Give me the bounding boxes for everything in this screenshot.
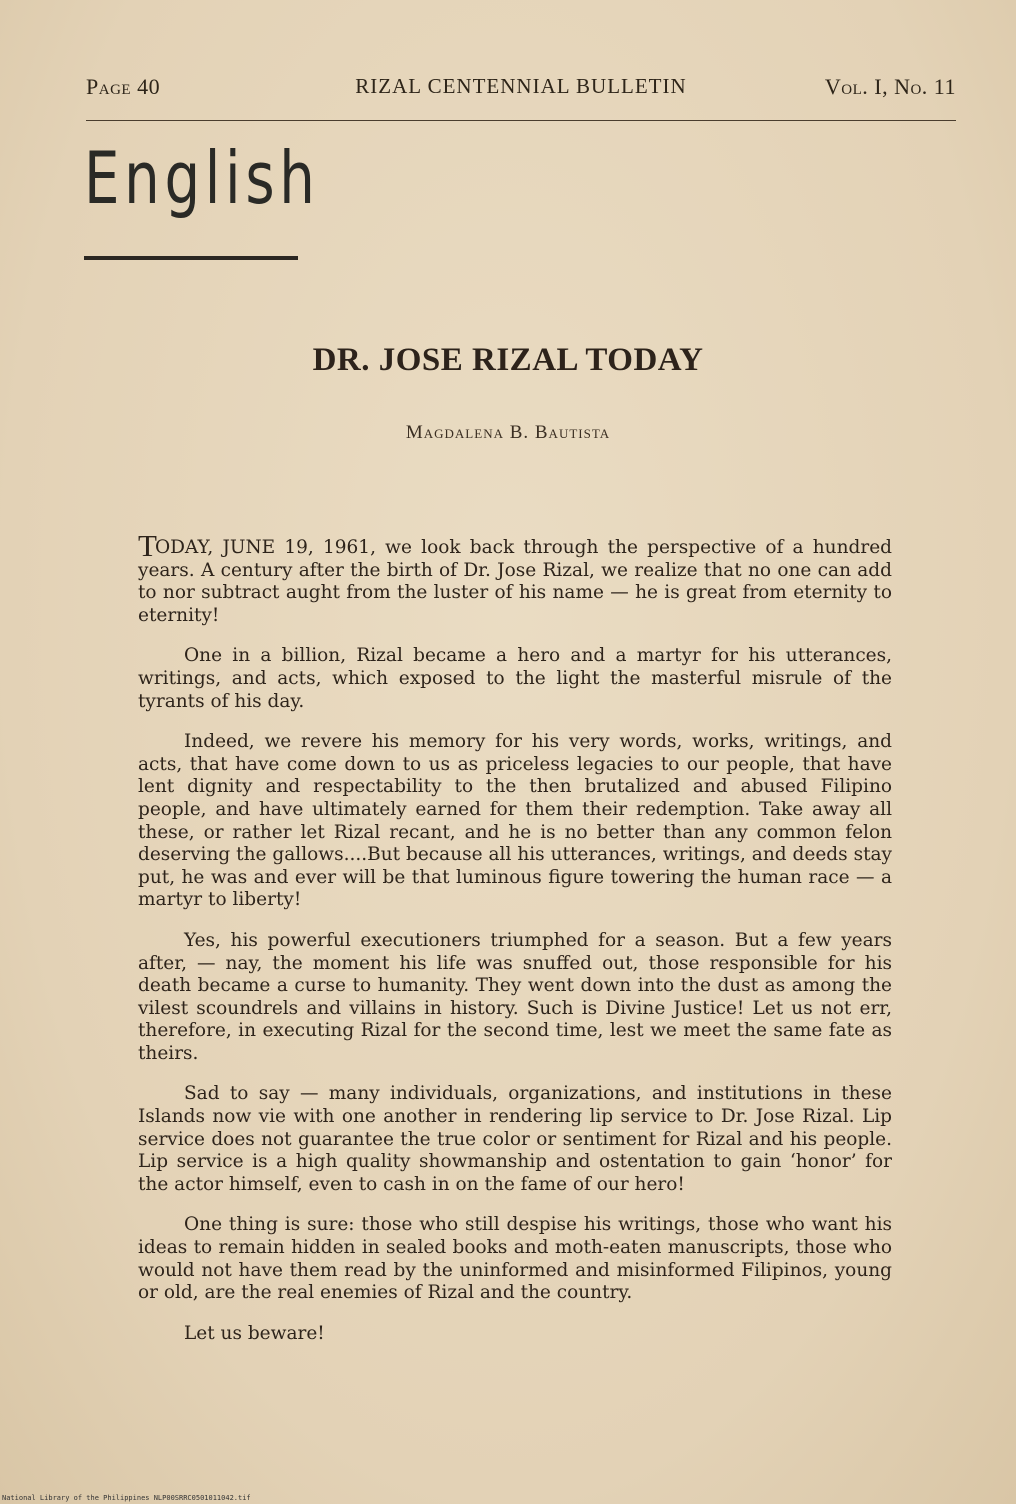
paragraph-4: Yes, his powerful executioners triumphed for a season. But a few years after, — nay, the moment his life was snuffed out, those responsible for his death became a curse to humanity. They went down into the dust as among the vilest scoundrels and villains in history. Such is Divine Justice! Let us not err, therefore, in executing Rizal for the second time, lest we meet the same fate as theirs. bbox=[138, 929, 892, 1064]
paragraph-7: Let us beware! bbox=[184, 1322, 325, 1344]
page-number: Page 40 bbox=[86, 74, 161, 99]
scan-footer: National Library of the Philippines NLP00SRRC0501011042.tif bbox=[2, 1494, 251, 1502]
header-rule bbox=[86, 120, 956, 121]
paragraph-3: Indeed, we revere his memory for his very words, works, writings, and acts, that have come down to us as priceless legacies to our people, that have lent dignity and respectability to the then brutalized and abused Filipino people, and have ultimately earned for them their redemption. Take away all these, or rather let Rizal recant, and he is no better than any common felon deserving the gallows....But because all his utterances, writings, and deeds stay put, he was and ever will be that luminous figure towering the human race — a martyr to liberty! bbox=[138, 731, 892, 911]
paragraph-2: One in a billion, Rizal became a hero and a martyr for his utterances, writings, and acts, which exposed to the light the masterful misrule of the tyrants of his day. bbox=[138, 645, 892, 712]
paragraph-1-text: ODAY, JUNE 19, 1961, we look back through the perspective of a hundred years. A century after the birth of Dr. Jose Rizal, we realize that no one can add to nor subtract aught from the luster of his name — he is great from eternity to eternity! bbox=[138, 537, 892, 626]
volume-number: Vol. I, No. 11 bbox=[824, 74, 956, 99]
paragraph-6: One thing is sure: those who still despise his writings, those who want his ideas to remain hidden in sealed books and moth-eaten manuscripts, those who would not have them read by the uninformed and misinformed Filipinos, young or old, are the real enemies of Rizal and the country. bbox=[138, 1214, 892, 1304]
running-header bbox=[86, 74, 956, 110]
drop-cap: T bbox=[138, 528, 157, 563]
publication-title: RIZAL CENTENNIAL BULLETIN bbox=[355, 74, 687, 98]
article-title: DR. JOSE RIZAL TODAY bbox=[312, 342, 704, 378]
paragraph-1 bbox=[138, 528, 892, 627]
section-underline bbox=[84, 256, 298, 260]
paragraph-5: Sad to say — many individuals, organizations, and institutions in these Islands now vie with one another in rendering lip service to Dr. Jose Rizal. Lip service does not guarantee the true color or sentiment for Rizal and his people. Lip service is a high quality showmanship and ostentation to gain ‘honor’ for the actor himself, even to cash in on the fame of our hero! bbox=[138, 1083, 892, 1195]
section-title: English bbox=[84, 136, 320, 220]
article-body bbox=[138, 528, 892, 1363]
article-author: Magdalena B. Bautista bbox=[405, 422, 611, 443]
